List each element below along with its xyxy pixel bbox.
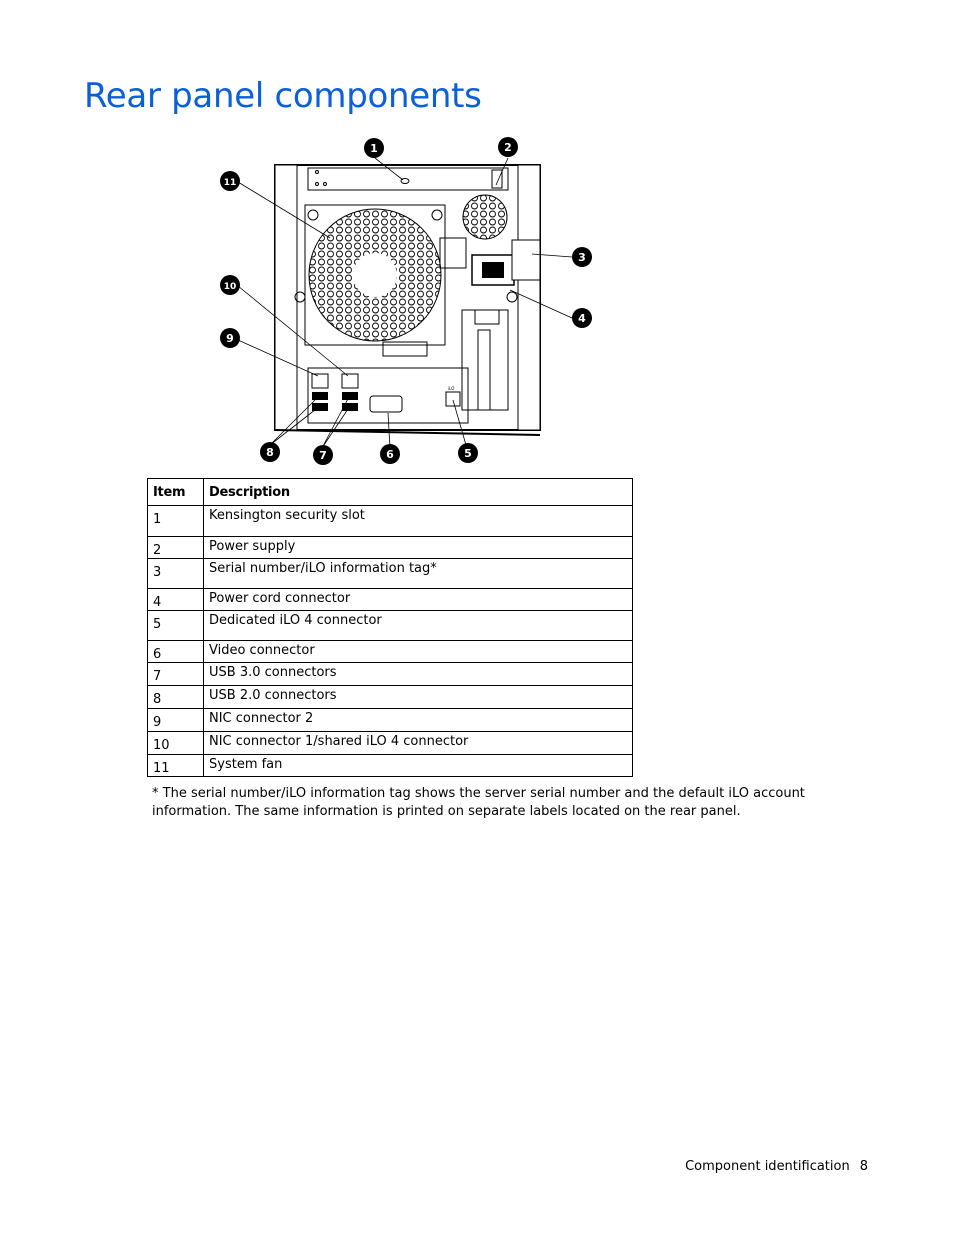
item-description: USB 3.0 connectors: [204, 663, 633, 686]
svg-text:11: 11: [223, 178, 237, 188]
item-description: Kensington security slot: [204, 506, 633, 537]
table-row: [148, 589, 633, 611]
footnote: * The serial number/iLO information tag shows the server serial number and the default iLO account information. The same information is printed on separate labels located on the rear panel.: [152, 786, 805, 819]
footer-section: Component identification: [685, 1159, 850, 1174]
svg-text:3: 3: [578, 251, 586, 264]
item-number: 10: [148, 732, 204, 755]
table-row: [148, 686, 633, 709]
svg-text:7: 7: [319, 449, 327, 462]
table-row: [148, 755, 633, 777]
table-row: [148, 732, 633, 755]
svg-text:5: 5: [464, 447, 472, 460]
footer-page-number: 8: [859, 1159, 868, 1174]
item-number: 8: [148, 686, 204, 709]
components-table: [147, 478, 633, 777]
ilo-port-label: iLO: [448, 386, 455, 391]
item-number: 9: [148, 709, 204, 732]
item-number: 11: [148, 755, 204, 777]
svg-text:9: 9: [226, 332, 234, 345]
item-number: 6: [148, 641, 204, 663]
item-number: 3: [148, 559, 204, 589]
callout-5: [458, 443, 478, 463]
item-column-header: Item: [148, 479, 204, 506]
item-description: Serial number/iLO information tag*: [204, 559, 633, 589]
item-description: Video connector: [204, 641, 633, 663]
item-description: Power supply: [204, 537, 633, 559]
item-description: USB 2.0 connectors: [204, 686, 633, 709]
callout-3: [572, 247, 592, 267]
item-description: Power cord connector: [204, 589, 633, 611]
table-header-row: [148, 479, 633, 506]
item-number: 2: [148, 537, 204, 559]
item-number: 7: [148, 663, 204, 686]
callout-1: [364, 138, 384, 158]
callout-8: [260, 442, 280, 462]
item-number: 5: [148, 611, 204, 641]
item-description: NIC connector 1/shared iLO 4 connector: [204, 732, 633, 755]
callout-4: [572, 308, 592, 328]
table-row: [148, 663, 633, 686]
table-row: [148, 611, 633, 641]
table-row: [148, 709, 633, 732]
svg-text:2: 2: [504, 141, 512, 154]
rear-panel-illustration: [200, 130, 620, 475]
table-row: [148, 506, 633, 537]
description-column-header: Description: [204, 479, 633, 506]
callout-2: [498, 137, 518, 157]
item-description: System fan: [204, 755, 633, 777]
table-row: [148, 559, 633, 589]
item-number: 1: [148, 506, 204, 537]
callout-10: [220, 275, 240, 295]
svg-text:6: 6: [386, 448, 394, 461]
callout-9: [220, 328, 240, 348]
table-row: [148, 641, 633, 663]
item-description: Dedicated iLO 4 connector: [204, 611, 633, 641]
svg-text:10: 10: [223, 282, 237, 292]
callout-6: [380, 444, 400, 464]
item-number: 4: [148, 589, 204, 611]
svg-text:8: 8: [266, 446, 274, 459]
svg-text:4: 4: [578, 312, 586, 325]
svg-text:1: 1: [370, 142, 378, 155]
callout-11: [220, 171, 240, 191]
item-description: NIC connector 2: [204, 709, 633, 732]
page-footer: [675, 1159, 868, 1174]
page-title: Rear panel components: [84, 76, 482, 116]
callout-7: [313, 445, 333, 465]
table-row: [148, 537, 633, 559]
